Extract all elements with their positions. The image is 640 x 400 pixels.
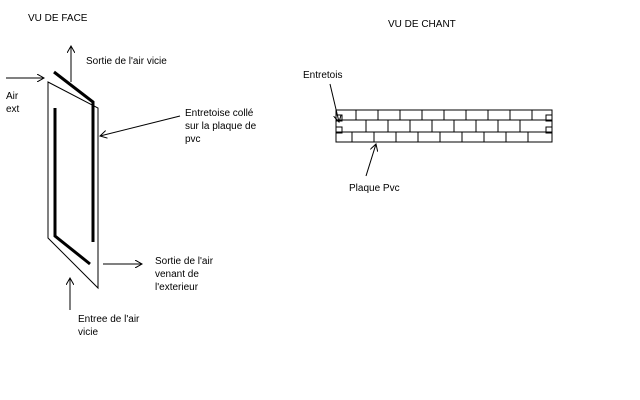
edge-view-stack [336, 110, 552, 142]
front-view-title: VU DE FACE [28, 13, 88, 24]
air-ext-label-line-2: ext [6, 104, 20, 115]
front-view-panel [48, 72, 98, 288]
outside-air-out-label-line-3: l'exterieur [155, 282, 199, 293]
edge-view-title: VU DE CHANT [388, 19, 456, 30]
outside-air-out-label [155, 255, 213, 294]
spacer-label-line-2: sur la plaque de [185, 121, 257, 132]
outside-air-out-label-line-1: Sortie de l'air [155, 256, 214, 267]
edge-plate-label: Plaque Pvc [349, 183, 400, 194]
front-view-spacer-bottom [55, 108, 90, 264]
front-view-spacer-top [54, 72, 93, 242]
spacer-pointer-arrow [100, 116, 180, 136]
edge-spacer-label: Entretois [303, 70, 343, 81]
spacer-label-line-3: pvc [185, 134, 201, 145]
stale-air-in-label-line-1: Entree de l'air [78, 314, 140, 325]
air-ext-label [6, 90, 19, 116]
stale-air-in-label [78, 313, 139, 339]
edge-spacer-pointer [330, 84, 339, 122]
stale-air-out-label: Sortie de l'air vicie [86, 56, 167, 67]
spacer-label [185, 107, 256, 146]
edge-plate-pointer [366, 144, 376, 176]
stale-air-in-label-line-2: vicie [78, 327, 99, 338]
outside-air-out-label-line-2: venant de [155, 269, 199, 280]
air-ext-label-line-1: Air [6, 91, 19, 102]
spacer-label-line-1: Entretoise collé [185, 108, 254, 119]
